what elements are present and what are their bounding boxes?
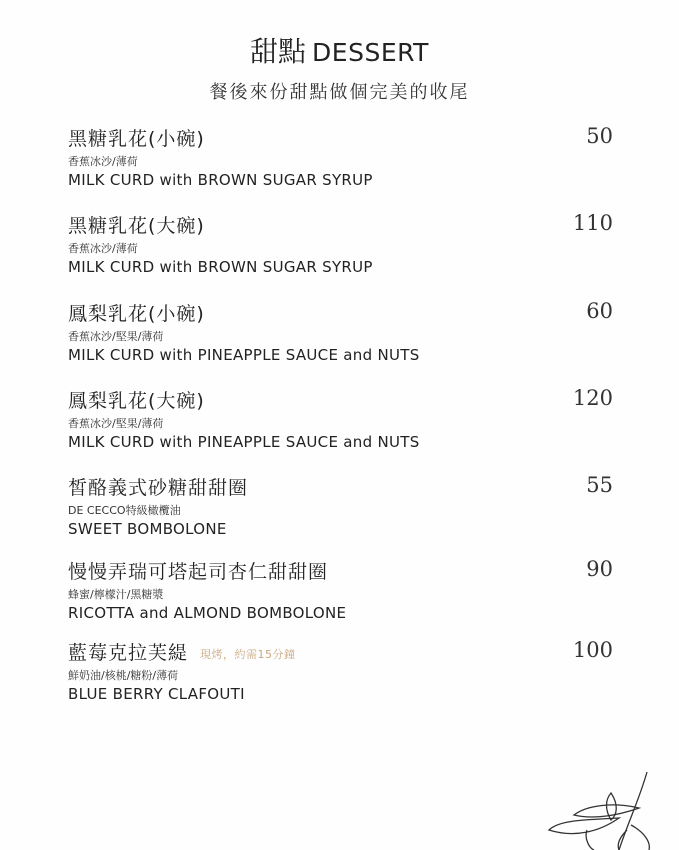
menu-item: [68, 473, 613, 553]
item-name-text: 黑糖乳花(小碗): [68, 128, 205, 150]
item-ingredients: 香蕉冰沙/堅果/薄荷: [68, 330, 164, 343]
title-en: DESSERT: [312, 38, 429, 67]
item-english-name: RICOTTA and ALMOND BOMBOLONE: [68, 604, 347, 622]
item-ingredients: 香蕉冰沙/堅果/薄荷: [68, 417, 164, 430]
item-name-text: 鳳梨乳花(小碗): [68, 303, 205, 325]
item-name-text: 皙酪義式砂糖甜甜圈: [68, 477, 249, 499]
item-english-name: BLUE BERRY CLAFOUTI: [68, 685, 245, 703]
item-name: [68, 211, 205, 238]
item-english-name: MILK CURD with BROWN SUGAR SYRUP: [68, 171, 373, 189]
item-ingredients: 鮮奶油/核桃/糖粉/薄荷: [68, 669, 179, 682]
item-english-name: MILK CURD with PINEAPPLE SAUCE and NUTS: [68, 433, 420, 451]
title-zh: 甜點: [250, 35, 307, 68]
item-name-text: 鳳梨乳花(大碗): [68, 390, 205, 412]
item-price: 55: [586, 473, 613, 497]
item-name-text: 慢慢弄瑞可塔起司杏仁甜甜圈: [68, 561, 329, 583]
item-price: 110: [572, 211, 613, 235]
item-ingredients: 蜂蜜/檸檬汁/黑糖漿: [68, 588, 164, 601]
item-english-name: MILK CURD with PINEAPPLE SAUCE and NUTS: [68, 346, 420, 364]
item-price: 120: [572, 386, 613, 410]
item-english-name: SWEET BOMBOLONE: [68, 520, 227, 538]
item-name: [68, 473, 248, 500]
item-price: 100: [572, 638, 613, 662]
item-price: 90: [586, 557, 613, 581]
item-ingredients: DE CECCO特級橄欖油: [68, 504, 181, 517]
menu-item: [68, 124, 613, 204]
item-english-name: MILK CURD with BROWN SUGAR SYRUP: [68, 258, 373, 276]
item-ingredients: 香蕉冰沙/薄荷: [68, 242, 138, 255]
item-name: [68, 638, 296, 665]
item-name: [68, 557, 328, 584]
page-title: [0, 30, 679, 70]
menu-item: [68, 211, 613, 291]
menu-item: [68, 557, 613, 637]
item-price: 60: [586, 299, 613, 323]
menu-item: [68, 638, 613, 718]
menu-item: [68, 299, 613, 379]
menu-item: [68, 386, 613, 466]
page-subtitle: 餐後來份甜點做個完美的收尾: [209, 82, 470, 103]
item-price: 50: [586, 124, 613, 148]
item-name-text: 黑糖乳花(大碗): [68, 215, 205, 237]
item-ingredients: 香蕉冰沙/薄荷: [68, 155, 138, 168]
item-note: 現烤，約需15分鐘: [200, 647, 296, 661]
item-name-text: 藍莓克拉芙緹: [68, 642, 189, 664]
leaf-branch-icon: [539, 760, 679, 850]
item-name: [68, 299, 205, 326]
item-name: [68, 386, 205, 413]
item-name: [68, 124, 205, 151]
